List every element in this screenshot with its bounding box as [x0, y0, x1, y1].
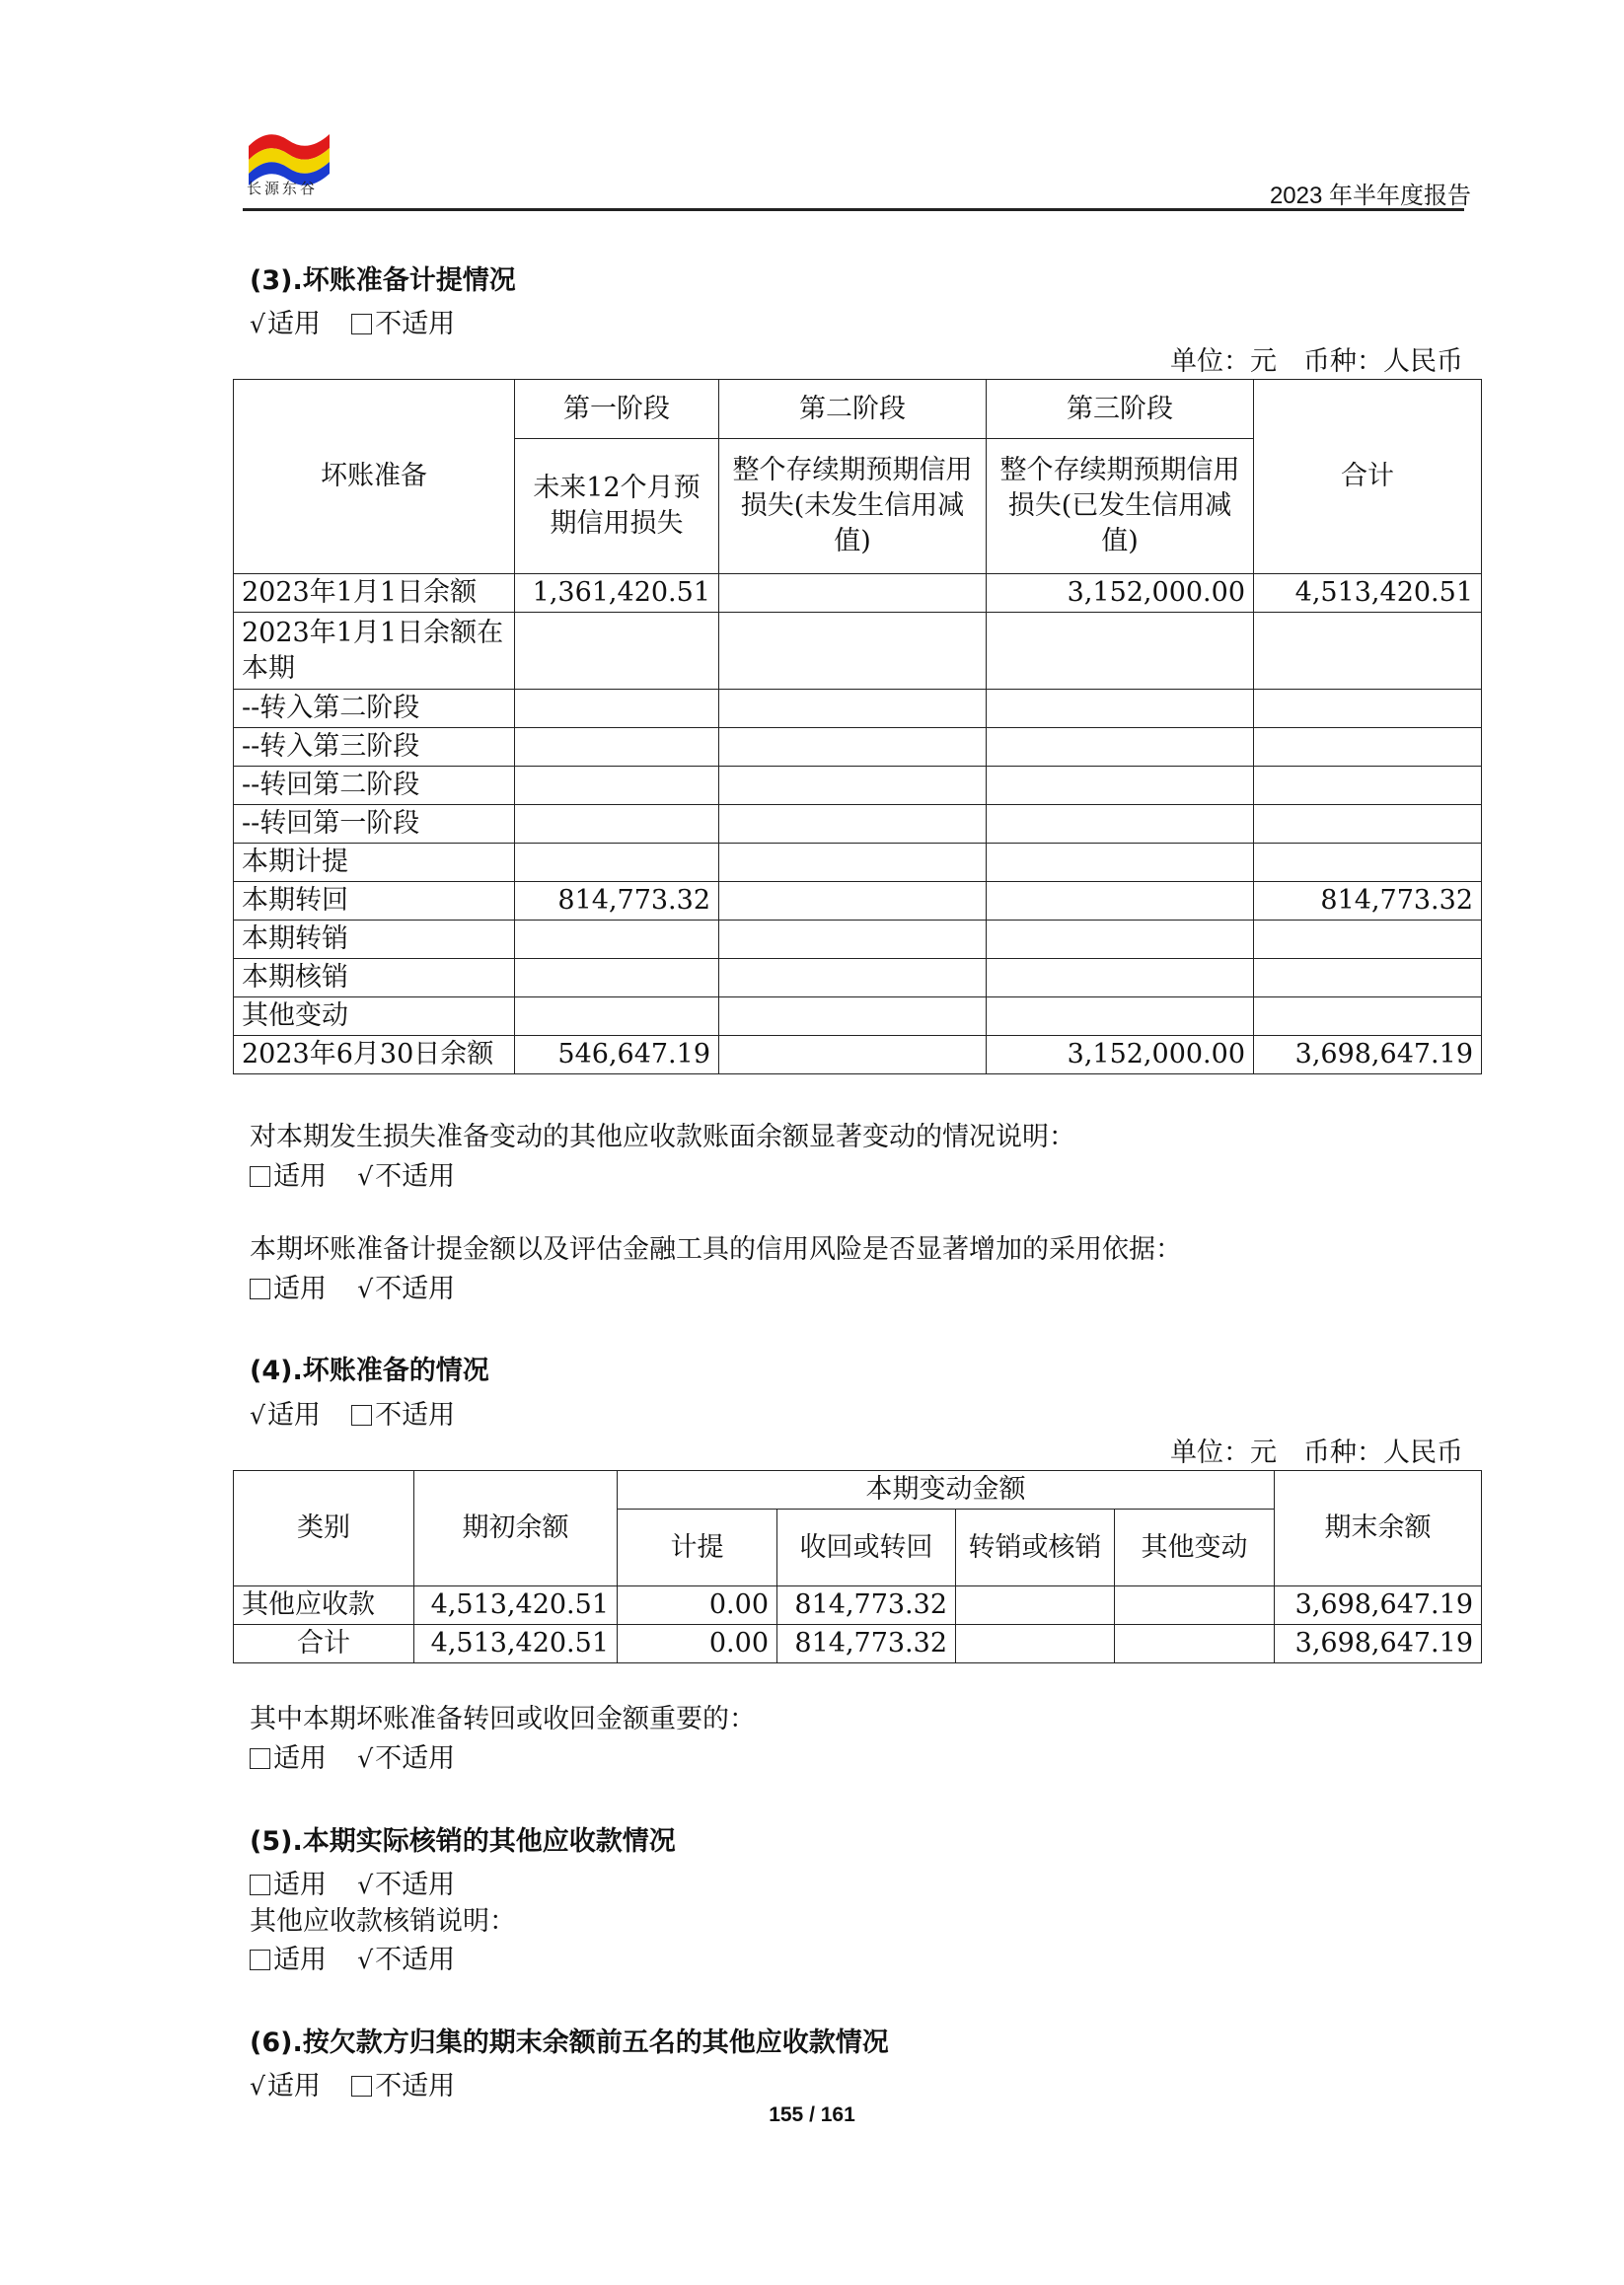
cell-total	[1254, 844, 1482, 882]
s4-applicability	[250, 1393, 455, 1432]
cell-recover: 814,773.32	[777, 1625, 956, 1663]
not-applicable-label: 不适用	[375, 1400, 456, 1431]
row-type: 合计	[234, 1625, 414, 1663]
not-applicable-label: 不适用	[375, 1945, 456, 1975]
col-stage2-sub: 整个存续期预期信用损失(未发生信用减值)	[719, 439, 987, 574]
s3-note-2: 本期坏账准备计提金额以及评估金融工具的信用风险是否显著增加的采用依据：	[250, 1234, 1182, 1265]
cell-stage1	[515, 805, 719, 844]
empty-box-icon	[250, 1950, 270, 1970]
cell-stage2	[719, 997, 987, 1036]
s4-note-applicability	[250, 1736, 455, 1775]
col-head-provision: 坏账准备	[234, 380, 515, 574]
cell-total	[1254, 728, 1482, 767]
cell-total	[1254, 997, 1482, 1036]
cell-total	[1254, 767, 1482, 805]
cell-total: 4,513,420.51	[1254, 574, 1482, 613]
applicable-label: 适用	[266, 1400, 321, 1431]
empty-box-icon	[250, 1166, 270, 1187]
cell-stage2	[719, 613, 987, 690]
col-writeoff: 转销或核销	[956, 1510, 1115, 1586]
col-stage1: 第一阶段	[515, 380, 719, 439]
col-closing-balance: 期末余额	[1275, 1471, 1482, 1586]
row-label: --转入第二阶段	[234, 690, 515, 728]
cell-stage1	[515, 690, 719, 728]
cell-stage3	[987, 959, 1254, 997]
col-opening-balance: 期初余额	[414, 1471, 618, 1586]
cell-stage3: 3,152,000.00	[987, 1036, 1254, 1074]
not-applicable-label: 不适用	[375, 1274, 456, 1304]
cell-stage2	[719, 882, 987, 921]
col-accrue: 计提	[618, 1510, 777, 1586]
cell-opening: 4,513,420.51	[414, 1586, 618, 1625]
col-stage3-sub: 整个存续期预期信用损失(已发生信用减值)	[987, 439, 1254, 574]
section-6-heading: (6).按欠款方归集的期末余额前五名的其他应收款情况	[250, 2027, 889, 2058]
s5-note-applicability	[250, 1938, 455, 1976]
cell-stage3	[987, 844, 1254, 882]
check-mark-icon: √	[250, 310, 265, 338]
s3-note-2-applicability	[250, 1267, 455, 1305]
cell-total: 3,698,647.19	[1254, 1036, 1482, 1074]
cell-stage1	[515, 959, 719, 997]
cell-total	[1254, 921, 1482, 959]
cell-recover: 814,773.32	[777, 1586, 956, 1625]
row-label: 本期转销	[234, 921, 515, 959]
not-applicable-label: 不适用	[375, 1161, 456, 1192]
empty-box-icon	[351, 2076, 372, 2097]
cell-stage2	[719, 728, 987, 767]
applicable-label: 适用	[273, 1945, 327, 1975]
cell-total	[1254, 805, 1482, 844]
cell-stage2	[719, 805, 987, 844]
col-stage1-sub: 未来12个月预期信用损失	[515, 439, 719, 574]
row-label: --转入第三阶段	[234, 728, 515, 767]
page-number: 155 / 161	[769, 2103, 855, 2126]
s3-note-1: 对本期发生损失准备变动的其他应收款账面余额显著变动的情况说明：	[250, 1122, 1075, 1152]
empty-box-icon	[351, 1405, 372, 1426]
row-label: 本期转回	[234, 882, 515, 921]
cell-stage3	[987, 728, 1254, 767]
applicable-label: 适用	[273, 1743, 327, 1774]
cell-total	[1254, 690, 1482, 728]
cell-stage1: 814,773.32	[515, 882, 719, 921]
col-total: 合计	[1254, 380, 1482, 574]
empty-box-icon	[250, 1875, 270, 1895]
cell-accrue: 0.00	[618, 1586, 777, 1625]
cell-other	[1115, 1625, 1275, 1663]
check-mark-icon: √	[357, 1871, 374, 1899]
col-stage3: 第三阶段	[987, 380, 1254, 439]
s4-note: 其中本期坏账准备转回或收回金额重要的：	[250, 1704, 756, 1734]
s4-unit: 单位：元 币种：人民币	[1170, 1437, 1463, 1468]
cell-total	[1254, 613, 1482, 690]
cell-stage2	[719, 1036, 987, 1074]
cell-writeoff	[956, 1586, 1115, 1625]
not-applicable-label: 不适用	[375, 1743, 456, 1774]
check-mark-icon: √	[250, 2072, 265, 2101]
cell-stage1: 1,361,420.51	[515, 574, 719, 613]
bad-debt-provision-table	[233, 379, 1482, 1074]
s5-applicability	[250, 1863, 455, 1901]
cell-stage3	[987, 997, 1254, 1036]
applicable-label: 适用	[273, 1870, 327, 1900]
row-label: --转回第二阶段	[234, 767, 515, 805]
cell-stage3	[987, 805, 1254, 844]
cell-stage2	[719, 574, 987, 613]
cell-stage1	[515, 728, 719, 767]
cell-stage1	[515, 997, 719, 1036]
cell-stage1	[515, 844, 719, 882]
not-applicable-label: 不适用	[375, 2071, 456, 2101]
logo-text: 长源东谷	[247, 180, 319, 197]
col-period-change: 本期变动金额	[618, 1471, 1275, 1510]
cell-total: 814,773.32	[1254, 882, 1482, 921]
bad-debt-status-table	[233, 1470, 1482, 1663]
col-other: 其他变动	[1115, 1510, 1275, 1586]
s3-unit: 单位：元 币种：人民币	[1170, 346, 1463, 377]
s3-note-1-applicability	[250, 1154, 455, 1193]
row-label: --转回第一阶段	[234, 805, 515, 844]
row-label: 本期计提	[234, 844, 515, 882]
cell-stage3	[987, 613, 1254, 690]
applicable-label: 适用	[266, 309, 321, 339]
row-label: 2023年1月1日余额在本期	[234, 613, 515, 690]
col-recover: 收回或转回	[777, 1510, 956, 1586]
section-4-heading: (4).坏账准备的情况	[250, 1356, 489, 1386]
cell-opening: 4,513,420.51	[414, 1625, 618, 1663]
section-3-heading: (3).坏账准备计提情况	[250, 265, 516, 296]
row-label: 2023年6月30日余额	[234, 1036, 515, 1074]
cell-writeoff	[956, 1625, 1115, 1663]
not-applicable-label: 不适用	[375, 309, 456, 339]
cell-stage2	[719, 767, 987, 805]
check-mark-icon: √	[357, 1162, 374, 1191]
cell-stage2	[719, 921, 987, 959]
cell-accrue: 0.00	[618, 1625, 777, 1663]
cell-stage1	[515, 921, 719, 959]
cell-total	[1254, 959, 1482, 997]
check-mark-icon: √	[357, 1275, 374, 1303]
row-type: 其他应收款	[234, 1586, 414, 1625]
empty-box-icon	[250, 1279, 270, 1299]
s3-applicability	[250, 302, 455, 340]
cell-stage2	[719, 690, 987, 728]
cell-stage3	[987, 690, 1254, 728]
applicable-label: 适用	[273, 1161, 327, 1192]
cell-stage3: 3,152,000.00	[987, 574, 1254, 613]
cell-stage2	[719, 844, 987, 882]
cell-stage2	[719, 959, 987, 997]
cell-stage1: 546,647.19	[515, 1036, 719, 1074]
row-label: 其他变动	[234, 997, 515, 1036]
cell-stage1	[515, 767, 719, 805]
empty-box-icon	[250, 1748, 270, 1769]
applicable-label: 适用	[273, 1274, 327, 1304]
row-label: 2023年1月1日余额	[234, 574, 515, 613]
cell-stage3	[987, 882, 1254, 921]
cell-closing: 3,698,647.19	[1275, 1586, 1482, 1625]
report-title: 2023 年半年度报告	[1269, 183, 1471, 209]
cell-stage3	[987, 767, 1254, 805]
s5-note: 其他应收款核销说明：	[250, 1906, 516, 1937]
cell-stage3	[987, 921, 1254, 959]
empty-box-icon	[351, 314, 372, 334]
header-rule	[243, 208, 1464, 211]
col-type: 类别	[234, 1471, 414, 1586]
cell-closing: 3,698,647.19	[1275, 1625, 1482, 1663]
check-mark-icon: √	[357, 1946, 374, 1974]
applicable-label: 适用	[266, 2071, 321, 2101]
not-applicable-label: 不适用	[375, 1870, 456, 1900]
col-stage2: 第二阶段	[719, 380, 987, 439]
check-mark-icon: √	[250, 1401, 265, 1430]
cell-other	[1115, 1586, 1275, 1625]
section-5-heading: (5).本期实际核销的其他应收款情况	[250, 1826, 676, 1857]
cell-stage1	[515, 613, 719, 690]
row-label: 本期核销	[234, 959, 515, 997]
s6-applicability	[250, 2064, 455, 2102]
check-mark-icon: √	[357, 1744, 374, 1773]
